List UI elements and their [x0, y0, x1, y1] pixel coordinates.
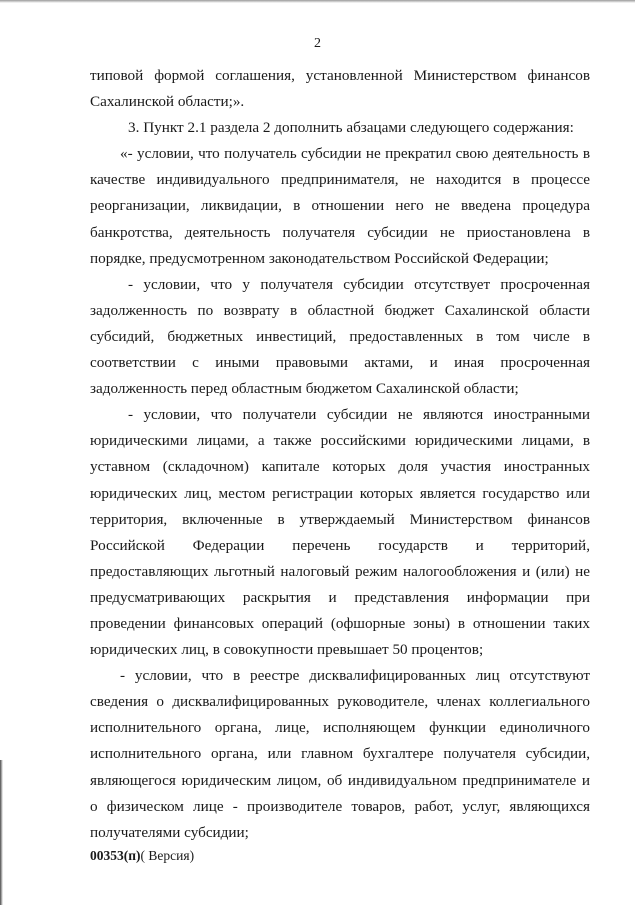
document-footer — [90, 848, 194, 864]
document-version: ( Версия) — [140, 848, 195, 863]
scan-edge-left — [0, 760, 3, 905]
document-body — [90, 63, 590, 846]
paragraph-condition-no-debt: - условии, что у получателя субсидии отсутствует просроченная задолженность по возврату в областной бюджет Сахалинской области субсидий, бюджетных инвестиций, предоставленных в том числе в соответствии с иными правовыми актами, и иная просроченная задолженность перед областным бюджетом Сахалинской области; — [90, 275, 590, 398]
paragraph-condition-not-terminated: «- условии, что получатель субсидии не прекратил свою деятельность в качестве индивидуального предпринимателя, не находится в процессе реорганизации, ликвидации, в отношении него не введена процедура банкротства, деятельность получателя субсидии не приостановлена в порядке, предусмотренном законодательством Российской Федерации; — [90, 145, 590, 267]
scan-edge-top — [0, 0, 635, 3]
paragraph-condition-not-foreign: - условии, что получатели субсидии не являются иностранными юридическими лицами, а также российскими юридическими лицами, в уставном (складочном) капитале которых доля участия иностранных юридических лиц, местом регистрации которых является государство или территория, включенные в утверждаемый Министерством финансов Российской Федерации перечень государств и территорий, предоставляющих льготный налоговый режим налогообложения и (или) не предусматривающих раскрытия и представления информации при проведении финансовых операций (офшорные зоны) в отношении таких юридических лиц, в совокупности превышает 50 процентов; — [90, 406, 590, 659]
paragraph-condition-disqualified-registry: - условии, что в реестре дисквалифицированных лиц отсутствуют сведения о дисквалифицированных руководителе, членах коллегиального исполнительного органа, лице, исполняющем функции единоличного исполнительного органа, или главном бухгалтере получателя субсидии, являющегося юридическим лицом, об индивидуальном предпринимателе и о физическом лице - производителе товаров, работ, услуг, являющихся получателями субсидии; — [90, 667, 590, 841]
paragraph-continuation: типовой формой соглашения, установленной Министерством финансов Сахалинской области;». — [90, 67, 590, 111]
document-code: 00353(п) — [90, 848, 141, 863]
paragraph-item-3: 3. Пункт 2.1 раздела 2 дополнить абзацами следующего содержания: — [128, 119, 574, 137]
page-number: 2 — [314, 36, 321, 51]
